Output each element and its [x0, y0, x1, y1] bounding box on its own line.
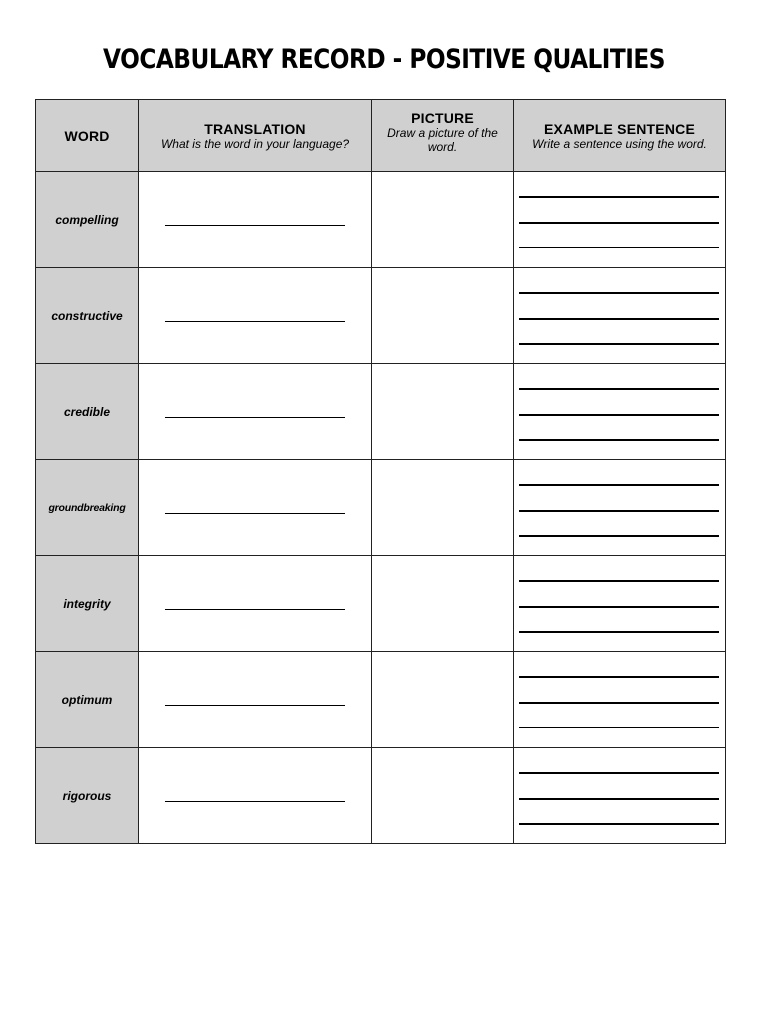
sentence-line — [519, 439, 719, 441]
translation-blank-line — [165, 225, 345, 226]
picture-drawing-area[interactable] — [372, 364, 514, 460]
sentence-line — [519, 196, 719, 198]
table-row — [36, 748, 726, 844]
word-cell: optimum — [36, 652, 139, 748]
example-sentence-field[interactable] — [514, 556, 726, 652]
table-row — [36, 460, 726, 556]
sentence-line — [519, 414, 719, 416]
picture-header-label: PICTURE — [411, 109, 474, 126]
table-row — [36, 364, 726, 460]
sentence-line — [519, 535, 719, 537]
page-title: VOCABULARY RECORD - POSITIVE QUALITIES — [103, 44, 665, 75]
table-row — [36, 268, 726, 364]
word-cell: rigorous — [36, 748, 139, 844]
sentence-line — [519, 727, 719, 728]
example-sentence-field[interactable] — [514, 748, 726, 844]
sentence-line — [519, 823, 719, 825]
translation-blank-line — [165, 417, 345, 418]
translation-field[interactable] — [139, 268, 372, 364]
picture-header-instruction: Draw a picture of the word. — [387, 125, 498, 154]
example-header-label: EXAMPLE SENTENCE — [544, 120, 695, 137]
example-header-instruction: Write a sentence using the word. — [532, 136, 707, 151]
table-row — [36, 652, 726, 748]
translation-field[interactable] — [139, 172, 372, 268]
translation-blank-line — [165, 705, 345, 706]
translation-header-label: TRANSLATION — [204, 120, 306, 137]
sentence-line — [519, 484, 719, 486]
picture-drawing-area[interactable] — [372, 460, 514, 556]
word-cell: compelling — [36, 172, 139, 268]
translation-field[interactable] — [139, 460, 372, 556]
example-sentence-field[interactable] — [514, 268, 726, 364]
column-header-picture — [372, 100, 514, 172]
table-row — [36, 172, 726, 268]
column-header-example — [514, 100, 726, 172]
sentence-line — [519, 798, 719, 800]
translation-blank-line — [165, 801, 345, 802]
sentence-line — [519, 510, 719, 512]
vocabulary-table — [35, 99, 726, 844]
translation-field[interactable] — [139, 748, 372, 844]
sentence-line — [519, 580, 719, 582]
table-header-row — [36, 100, 726, 172]
column-header-translation — [139, 100, 372, 172]
picture-drawing-area[interactable] — [372, 652, 514, 748]
example-sentence-field[interactable] — [514, 364, 726, 460]
table-row — [36, 556, 726, 652]
sentence-line — [519, 606, 719, 608]
picture-drawing-area[interactable] — [372, 268, 514, 364]
sentence-line — [519, 247, 719, 248]
sentence-line — [519, 631, 719, 633]
word-cell: groundbreaking — [36, 460, 139, 556]
example-sentence-field[interactable] — [514, 652, 726, 748]
example-sentence-field[interactable] — [514, 172, 726, 268]
sentence-line — [519, 772, 719, 774]
example-sentence-field[interactable] — [514, 460, 726, 556]
word-cell: constructive — [36, 268, 139, 364]
sentence-line — [519, 388, 719, 390]
sentence-line — [519, 292, 719, 294]
translation-field[interactable] — [139, 364, 372, 460]
picture-drawing-area[interactable] — [372, 556, 514, 652]
picture-drawing-area[interactable] — [372, 748, 514, 844]
translation-header-instruction: What is the word in your language? — [160, 136, 350, 151]
translation-blank-line — [165, 609, 345, 610]
column-header-word — [36, 100, 139, 172]
sentence-line — [519, 676, 719, 678]
sentence-line — [519, 318, 719, 320]
sentence-line — [519, 702, 719, 704]
word-cell: credible — [36, 364, 139, 460]
sentence-line — [519, 222, 719, 224]
translation-field[interactable] — [139, 652, 372, 748]
word-cell: integrity — [36, 556, 139, 652]
word-header-label: WORD — [64, 127, 110, 144]
picture-drawing-area[interactable] — [372, 172, 514, 268]
translation-field[interactable] — [139, 556, 372, 652]
translation-blank-line — [165, 513, 345, 514]
sentence-line — [519, 343, 719, 345]
translation-blank-line — [165, 321, 345, 322]
